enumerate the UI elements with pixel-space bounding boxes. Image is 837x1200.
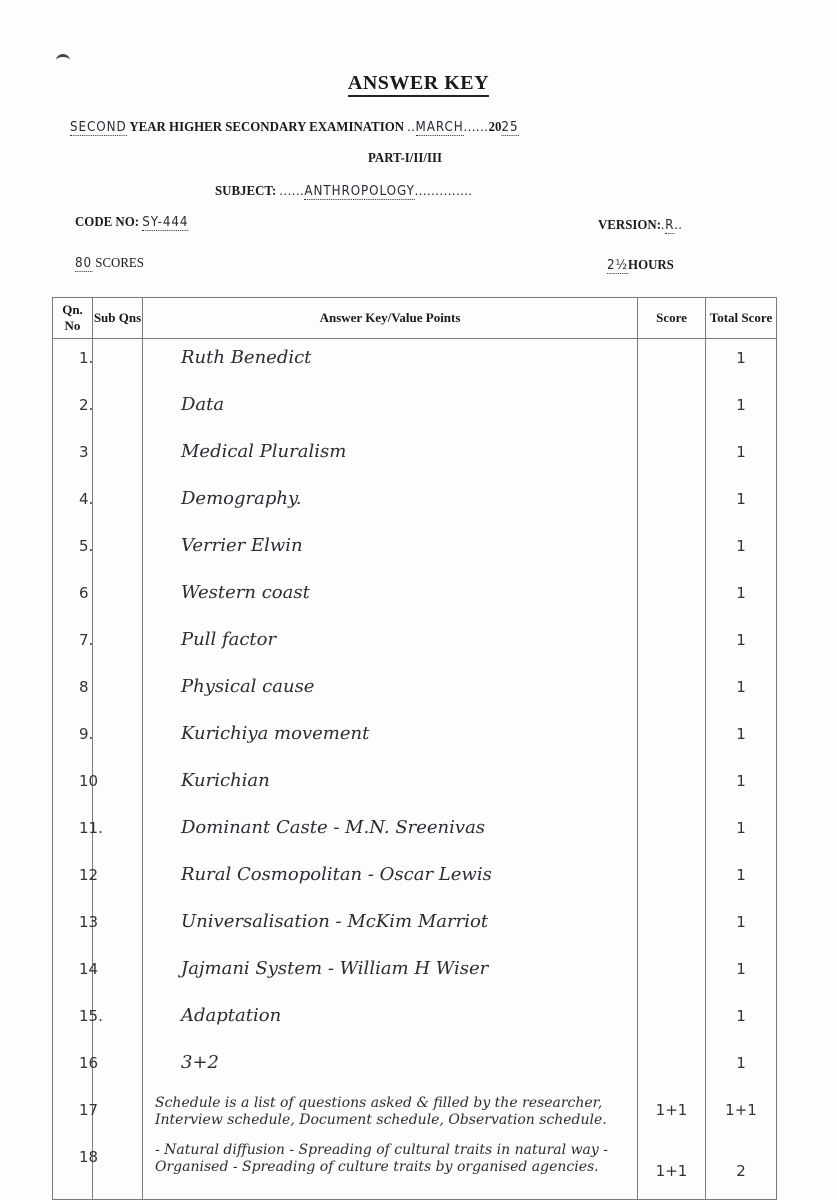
qn-number: 1. xyxy=(53,339,93,387)
qn-number: 18 xyxy=(53,1138,93,1200)
qn-number: 7. xyxy=(53,621,93,668)
subject-value: ANTHROPOLOGY xyxy=(304,184,415,199)
score xyxy=(638,997,706,1044)
sub-qn xyxy=(93,433,143,480)
table-row xyxy=(53,809,777,856)
table-row xyxy=(53,1091,777,1138)
sub-qn xyxy=(93,950,143,997)
total-score: 1 xyxy=(706,809,777,856)
score xyxy=(638,762,706,809)
answer-text: Pull factor xyxy=(143,621,638,668)
answer-text: Demography. xyxy=(143,480,638,527)
version-line: VERSION:.R.. xyxy=(598,218,683,233)
code-value: SY-444 xyxy=(142,215,189,230)
answer-text: Adaptation xyxy=(143,997,638,1044)
answer-text: Universalisation - McKim Marriot xyxy=(143,903,638,950)
exam-year-prefix: 20 xyxy=(488,120,502,135)
table-row xyxy=(53,950,777,997)
score xyxy=(638,668,706,715)
score xyxy=(638,621,706,668)
score: 1+1 xyxy=(638,1091,706,1138)
header-qn-no: Qn. No xyxy=(53,298,93,339)
title-text: ANSWER KEY xyxy=(348,72,489,97)
qn-number: 3 xyxy=(53,433,93,480)
header-score: Score xyxy=(638,298,706,339)
answer-text: Ruth Benedict xyxy=(143,339,638,387)
qn-number: 4. xyxy=(53,480,93,527)
hours-label: HOURS xyxy=(628,258,674,273)
table-row xyxy=(53,997,777,1044)
version-value: R xyxy=(665,218,675,233)
total-score: 1+1 xyxy=(706,1091,777,1138)
table-row xyxy=(53,715,777,762)
table-row xyxy=(53,433,777,480)
total-score: 1 xyxy=(706,480,777,527)
page-title xyxy=(0,72,837,95)
qn-number: 14 xyxy=(53,950,93,997)
answer-text: Dominant Caste - M.N. Sreenivas xyxy=(143,809,638,856)
exam-year-suffix: 25 xyxy=(501,120,519,135)
score: 1+1 xyxy=(638,1138,706,1200)
hours-line xyxy=(607,258,674,274)
total-score: 1 xyxy=(706,668,777,715)
table-row xyxy=(53,856,777,903)
qn-number: 10 xyxy=(53,762,93,809)
table-row xyxy=(53,574,777,621)
total-score: 1 xyxy=(706,997,777,1044)
sub-qn xyxy=(93,762,143,809)
qn-number: 2. xyxy=(53,386,93,433)
sub-qn xyxy=(93,1091,143,1138)
answer-text: - Natural diffusion - Spreading of cultural traits in natural way - Organised - Spreading of culture traits by organised agencies. xyxy=(143,1138,638,1200)
sub-qn xyxy=(93,856,143,903)
total-score: 1 xyxy=(706,856,777,903)
version-label: VERSION: xyxy=(598,218,661,233)
total-score: 1 xyxy=(706,621,777,668)
sub-qn xyxy=(93,339,143,387)
total-score: 1 xyxy=(706,950,777,997)
answer-text: Medical Pluralism xyxy=(143,433,638,480)
qn-number: 13 xyxy=(53,903,93,950)
answer-text: Verrier Elwin xyxy=(143,527,638,574)
total-score: 1 xyxy=(706,762,777,809)
qn-number: 12 xyxy=(53,856,93,903)
answer-text: 3+2 xyxy=(143,1044,638,1091)
sub-qn xyxy=(93,527,143,574)
score xyxy=(638,809,706,856)
sub-qn xyxy=(93,621,143,668)
header-total-score: Total Score xyxy=(706,298,777,339)
answer-text: Kurichiya movement xyxy=(143,715,638,762)
total-score: 1 xyxy=(706,903,777,950)
score xyxy=(638,480,706,527)
subject-line: SUBJECT: ......ANTHROPOLOGY.............. xyxy=(215,184,473,199)
sub-qn xyxy=(93,903,143,950)
score xyxy=(638,903,706,950)
answer-text: Jajmani System - William H Wiser xyxy=(143,950,638,997)
sub-qn xyxy=(93,715,143,762)
qn-number: 15. xyxy=(53,997,93,1044)
table-row xyxy=(53,480,777,527)
score xyxy=(638,950,706,997)
answer-key-table xyxy=(52,297,777,1200)
header-sub-qns: Sub Qns xyxy=(93,298,143,339)
answer-text: Rural Cosmopolitan - Oscar Lewis xyxy=(143,856,638,903)
total-score: 1 xyxy=(706,1044,777,1091)
table-row xyxy=(53,527,777,574)
code-line xyxy=(75,215,188,231)
table-row xyxy=(53,1138,777,1200)
qn-number: 8 xyxy=(53,668,93,715)
scores-line xyxy=(75,256,144,272)
total-score: 1 xyxy=(706,339,777,387)
sub-qn xyxy=(93,386,143,433)
total-score: 1 xyxy=(706,715,777,762)
table-row xyxy=(53,339,777,387)
score xyxy=(638,715,706,762)
sub-qn xyxy=(93,1044,143,1091)
answer-text: Western coast xyxy=(143,574,638,621)
total-score: 1 xyxy=(706,433,777,480)
table-row xyxy=(53,668,777,715)
total-score: 2 xyxy=(706,1138,777,1200)
score xyxy=(638,339,706,387)
code-label: CODE NO: xyxy=(75,215,140,230)
score xyxy=(638,1044,706,1091)
score xyxy=(638,386,706,433)
answer-text: Schedule is a list of questions asked & filled by the researcher, Interview schedule, Document schedule, Observation schedule. xyxy=(143,1091,638,1138)
total-score: 1 xyxy=(706,574,777,621)
score xyxy=(638,433,706,480)
exam-label: YEAR HIGHER SECONDARY EXAMINATION xyxy=(129,120,405,135)
part-line xyxy=(368,151,442,167)
table-row xyxy=(53,903,777,950)
scores-label: SCORES xyxy=(95,256,144,271)
qn-number: 5. xyxy=(53,527,93,574)
score xyxy=(638,527,706,574)
exam-month-handwritten: MARCH xyxy=(415,120,464,135)
answer-text: Physical cause xyxy=(143,668,638,715)
qn-number: 16 xyxy=(53,1044,93,1091)
subject-label: SUBJECT: xyxy=(215,184,277,199)
total-score: 1 xyxy=(706,386,777,433)
sub-qn xyxy=(93,574,143,621)
hours-value: 2½ xyxy=(607,258,629,273)
qn-number: 17 xyxy=(53,1091,93,1138)
sub-qn xyxy=(93,668,143,715)
exam-line: SECOND YEAR HIGHER SECONDARY EXAMINATION ..MARCH......2025 xyxy=(70,120,519,135)
part-label: PART-I/II/III xyxy=(368,151,443,166)
answer-text: Data xyxy=(143,386,638,433)
answer-text: Kurichian xyxy=(143,762,638,809)
score xyxy=(638,856,706,903)
qn-number: 6 xyxy=(53,574,93,621)
scores-value: 80 xyxy=(75,256,93,271)
qn-number: 11. xyxy=(53,809,93,856)
header-answer: Answer Key/Value Points xyxy=(143,298,638,339)
table-header-row xyxy=(53,298,777,339)
table-row xyxy=(53,762,777,809)
sub-qn xyxy=(93,480,143,527)
qn-number: 9. xyxy=(53,715,93,762)
exam-year-handwritten: SECOND xyxy=(70,120,127,135)
table-row xyxy=(53,1044,777,1091)
total-score: 1 xyxy=(706,527,777,574)
score xyxy=(638,574,706,621)
punch-hole-mark xyxy=(56,54,70,67)
table-row xyxy=(53,621,777,668)
table-row xyxy=(53,386,777,433)
sub-qn xyxy=(93,1138,143,1200)
